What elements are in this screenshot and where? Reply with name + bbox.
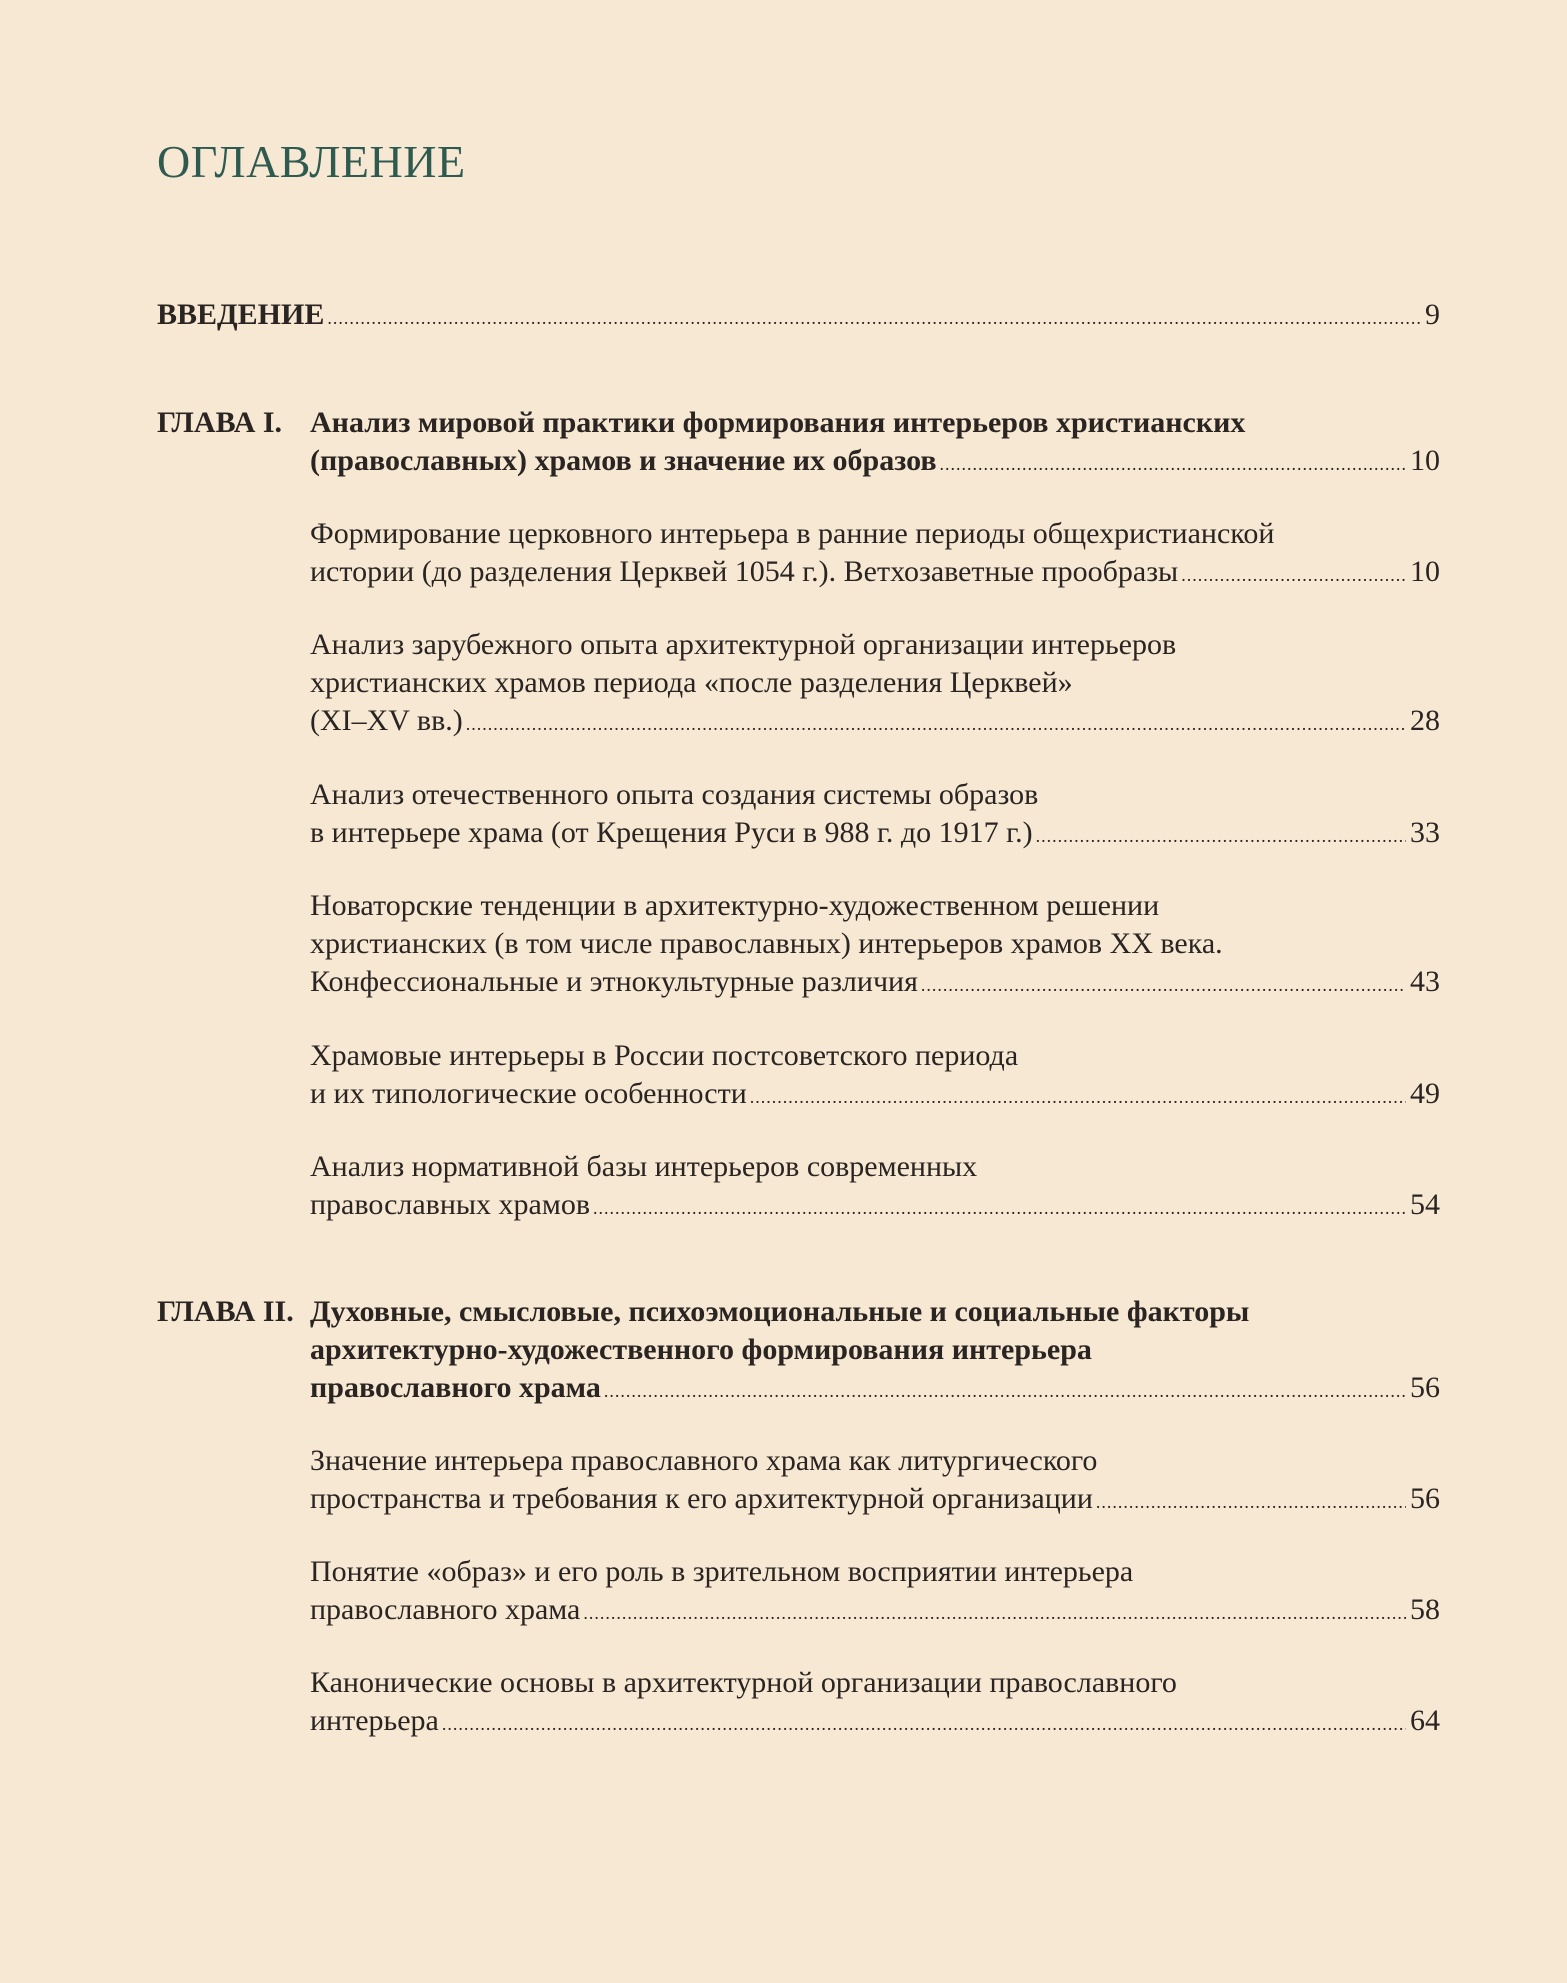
toc-entry-title: Анализ отечественного опыта создания системы образов xyxy=(310,778,1039,811)
toc-introduction[interactable] xyxy=(157,296,1440,334)
toc-entry-title: православного храма xyxy=(310,1593,581,1626)
toc-entry-title: архитектурно-художественного формирования интерьера xyxy=(310,1333,1092,1366)
toc-entry-title: Анализ нормативной базы интерьеров современных xyxy=(310,1150,978,1183)
toc-entry-title: Духовные, смысловые, психоэмоциональные и социальные факторы xyxy=(310,1295,1250,1328)
toc-entry-title: Понятие «образ» и его роль в зрительном восприятии интерьера xyxy=(310,1555,1134,1588)
page-number: 9 xyxy=(1425,298,1440,331)
toc-entry-title: Новаторские тенденции в архитектурно-художественном решении xyxy=(310,889,1160,922)
page-number: 56 xyxy=(1410,1371,1440,1404)
toc-entry-title: православного храма xyxy=(310,1371,601,1404)
page-number: 58 xyxy=(1410,1593,1440,1626)
page-number: 56 xyxy=(1410,1482,1440,1515)
toc-section[interactable] xyxy=(310,515,1440,591)
toc-entry-title: Храмовые интерьеры в России постсоветского периода xyxy=(310,1039,1019,1072)
toc-entry-title: христианских храмов периода «после разделения Церквей» xyxy=(310,666,1073,699)
dot-leader xyxy=(1096,1483,1406,1521)
page-title: ОГЛАВЛЕНИЕ xyxy=(157,136,466,187)
dot-leader xyxy=(750,1078,1406,1116)
page-number: 64 xyxy=(1410,1704,1440,1737)
toc-section[interactable] xyxy=(310,1037,1440,1113)
toc-section[interactable] xyxy=(310,1664,1440,1740)
dot-leader xyxy=(593,1189,1406,1227)
toc-section[interactable] xyxy=(310,776,1440,852)
toc-section[interactable] xyxy=(310,887,1440,1001)
page-number: 28 xyxy=(1410,704,1440,737)
toc-entry-title: Канонические основы в архитектурной организации православного xyxy=(310,1666,1177,1699)
page-number: 33 xyxy=(1410,816,1440,849)
toc-section[interactable] xyxy=(310,1148,1440,1224)
dot-leader xyxy=(466,705,1406,743)
dot-leader xyxy=(604,1372,1406,1410)
page-number: 54 xyxy=(1410,1188,1440,1221)
dot-leader xyxy=(442,1705,1406,1743)
toc-entry-title: пространства и требования к его архитектурной организации xyxy=(310,1482,1093,1515)
toc-section[interactable] xyxy=(310,1553,1440,1629)
toc-entry-title: Конфессиональные и этнокультурные различия xyxy=(310,965,918,998)
toc-chapter-1[interactable] xyxy=(157,404,1440,480)
toc-entry-title: (православных) храмов и значение их образов xyxy=(310,444,937,477)
dot-leader xyxy=(940,445,1406,483)
dot-leader xyxy=(921,966,1406,1004)
toc-entry-title: Значение интерьера православного храма как литургического xyxy=(310,1444,1098,1477)
dot-leader xyxy=(1036,817,1406,855)
toc-entry-title: интерьера xyxy=(310,1704,439,1737)
toc-entry-title: Анализ зарубежного опыта архитектурной организации интерьеров xyxy=(310,628,1177,661)
toc-entry-title: Формирование церковного интерьера в ранние периоды общехристианской xyxy=(310,517,1275,550)
dot-leader xyxy=(583,1594,1406,1632)
toc-section[interactable] xyxy=(310,626,1440,740)
page-number: 10 xyxy=(1410,555,1440,588)
toc-entry-title: истории (до разделения Церквей 1054 г.). Ветхозаветные прообразы xyxy=(310,555,1179,588)
page-number: 49 xyxy=(1410,1077,1440,1110)
chapter-label: ГЛАВА I. xyxy=(157,406,283,439)
dot-leader xyxy=(327,299,1421,337)
toc-entry-title: ВВЕДЕНИЕ xyxy=(157,298,325,331)
toc-chapter-2[interactable] xyxy=(157,1293,1440,1407)
toc-entry-title: и их типологические особенности xyxy=(310,1077,747,1110)
toc-entry-title: православных храмов xyxy=(310,1188,591,1221)
dot-leader xyxy=(1181,556,1406,594)
toc-entry-title: (XI–XV вв.) xyxy=(310,704,463,737)
toc-entry-title: христианских (в том числе православных) интерьеров храмов XX века. xyxy=(310,927,1223,960)
toc-section[interactable] xyxy=(310,1442,1440,1518)
toc-entry-title: Анализ мировой практики формирования интерьеров христианских xyxy=(310,406,1246,439)
toc-entry-title: в интерьере храма (от Крещения Руси в 988 г. до 1917 г.) xyxy=(310,816,1033,849)
page-number: 10 xyxy=(1410,444,1440,477)
chapter-label: ГЛАВА II. xyxy=(157,1295,294,1328)
page-number: 43 xyxy=(1410,965,1440,998)
